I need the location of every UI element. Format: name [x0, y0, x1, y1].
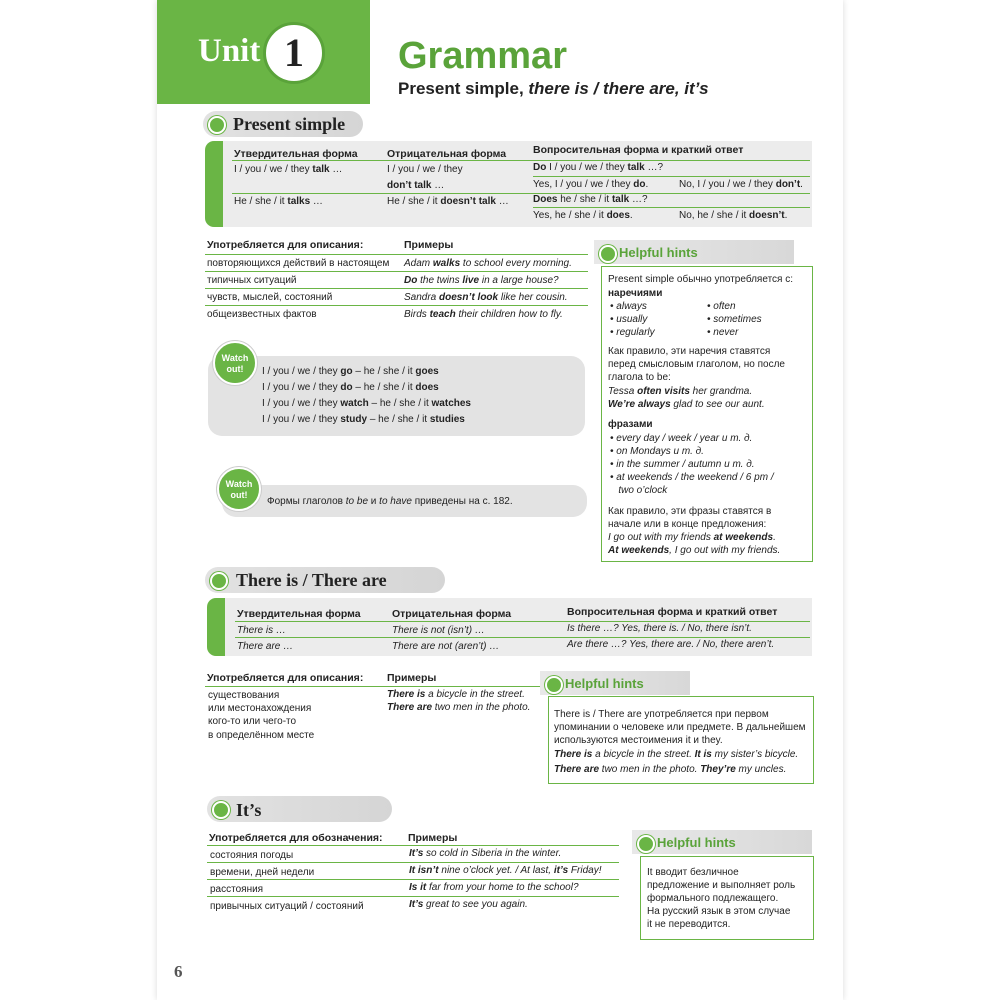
divider [207, 845, 619, 846]
usage-header: Употребляется для описания: [207, 672, 364, 684]
watch-line: I / you / we / they watch – he / she / it watches [262, 398, 471, 409]
divider [205, 686, 540, 687]
page-title: Grammar [398, 35, 567, 77]
page-number: 6 [174, 962, 183, 981]
unit-number: 1 [263, 22, 325, 84]
usage-cell: чувств, мыслей, состояний [207, 292, 333, 303]
hint-example: At weekends, I go out with my friends. [608, 545, 781, 556]
watch-out-icon: Watch out! [213, 341, 257, 385]
divider [232, 160, 810, 161]
hint-text: упоминании о человеке или предмете. В дальнейшем [554, 722, 806, 733]
bullet-icon [545, 676, 563, 694]
hint-text: It вводит безличное [647, 867, 739, 878]
example-cell: Adam walks to school every morning. [404, 258, 572, 269]
cell: He / she / it doesn’t talk … [387, 196, 509, 207]
cell: Yes, I / you / we / they do. [533, 179, 649, 190]
usage-cell: существования [208, 690, 280, 701]
hint-label: наречиями [608, 288, 663, 299]
col-negative: Отрицательная форма [387, 148, 507, 160]
cell: There are not (aren’t) … [392, 641, 500, 652]
hint-label: фразами [608, 419, 653, 430]
hint-text: • usually [610, 314, 648, 325]
divider [533, 207, 810, 208]
hint-text: • every day / week / year и т. д. [610, 433, 753, 444]
unit-label: Unit [198, 33, 261, 69]
cell: Do I / you / we / they talk …? [533, 162, 664, 173]
divider [235, 637, 810, 638]
hint-text: Present simple обычно употребляется с: [608, 274, 794, 285]
col-affirmative: Утвердительная форма [237, 608, 361, 620]
hint-text: Как правило, эти наречия ставятся [608, 346, 771, 357]
divider [207, 879, 619, 880]
hints-title: Helpful hints [619, 245, 698, 260]
usage-cell: расстояния [210, 884, 264, 895]
hint-example: I go out with my friends at weekends. [608, 532, 776, 543]
hint-example: There are two men in the photo. They’re my uncles. [554, 764, 787, 775]
hints-title: Helpful hints [565, 676, 644, 691]
hint-text: • on Mondays и т. д. [610, 446, 704, 457]
usage-cell: кого-то или чего-то [208, 716, 297, 727]
usage-cell: или местонахождения [208, 703, 312, 714]
hint-text: • in the summer / autumn и т. д. [610, 459, 755, 470]
col-question: Вопросительная форма и краткий ответ [567, 606, 778, 618]
form-tab: Form [207, 598, 225, 656]
examples-header: Примеры [408, 832, 458, 844]
hint-text: • never [707, 327, 739, 338]
example-cell: It isn’t nine o’clock yet. / At last, it’s Friday! [409, 865, 602, 876]
section-header-its [207, 796, 392, 822]
page-subtitle: Present simple, there is / there are, it’s [398, 79, 709, 98]
divider [207, 862, 619, 863]
hint-text: • often [707, 301, 736, 312]
cell: No, he / she / it doesn’t. [679, 210, 788, 221]
watch-line: I / you / we / they study – he / she / it studies [262, 414, 465, 425]
example-cell: Do the twins live in a large house? [404, 275, 559, 286]
cell: No, I / you / we / they don’t. [679, 179, 803, 190]
col-affirmative: Утвердительная форма [234, 148, 358, 160]
hint-example: There is a bicycle in the street. It is my sister’s bicycle. [554, 749, 799, 760]
hint-text: глагола to be: [608, 372, 671, 383]
divider [205, 254, 588, 255]
hint-text: формального подлежащего. [647, 893, 779, 904]
hint-text: На русский язык в этом случае [647, 906, 791, 917]
cell: There are … [237, 641, 294, 652]
hint-text: используются местоимения it и they. [554, 735, 723, 746]
cell: I / you / we / they [387, 164, 463, 175]
hint-text: • sometimes [707, 314, 762, 325]
watch-line: I / you / we / they do – he / she / it does [262, 382, 439, 393]
cell: Yes, he / she / it does. [533, 210, 633, 221]
hint-text: There is / There are употребляется при первом [554, 709, 769, 720]
example-cell: There are two men in the photo. [387, 702, 531, 713]
divider [232, 193, 810, 194]
divider [533, 176, 810, 177]
hint-text: two o’clock [610, 485, 668, 496]
section-title: It’s [236, 800, 262, 820]
usage-cell: повторяющихся действий в настоящем [207, 258, 390, 269]
cell: Is there …? Yes, there is. / No, there isn’t. [567, 623, 752, 634]
section-title: Present simple [233, 114, 346, 134]
example-cell: It’s so cold in Siberia in the winter. [409, 848, 562, 859]
divider [207, 896, 619, 897]
col-negative: Отрицательная форма [392, 608, 512, 620]
cell: don’t talk … [387, 180, 445, 191]
hints-title: Helpful hints [657, 835, 736, 850]
cell: Are there …? Yes, there are. / No, there aren’t. [567, 639, 775, 650]
hint-text: it не переводится. [647, 919, 731, 930]
hint-text: Как правило, эти фразы ставятся в [608, 506, 772, 517]
section-title: There is / There are [236, 570, 387, 590]
example-cell: It’s great to see you again. [409, 899, 528, 910]
cell: There is … [237, 625, 286, 636]
hint-text: перед смысловым глаголом, но после [608, 359, 785, 370]
cell: There is not (isn’t) … [392, 625, 485, 636]
usage-cell: времени, дней недели [210, 867, 315, 878]
bullet-icon [212, 801, 230, 819]
divider [205, 305, 588, 306]
bullet-icon [210, 572, 228, 590]
bullet-icon [599, 245, 617, 263]
watch-out-icon: Watch out! [217, 467, 261, 511]
watch-line: I / you / we / they go – he / she / it goes [262, 366, 439, 377]
divider [205, 288, 588, 289]
hint-text: • at weekends / the weekend / 6 pm / [610, 472, 774, 483]
hint-example: We’re always glad to see our aunt. [608, 399, 765, 410]
cell: Does he / she / it talk …? [533, 194, 648, 205]
usage-header: Употребляется для описания: [207, 239, 364, 251]
usage-cell: состояния погоды [210, 850, 294, 861]
examples-header: Примеры [387, 672, 437, 684]
cell: He / she / it talks … [234, 196, 323, 207]
example-cell: Is it far from your home to the school? [409, 882, 579, 893]
watch-line: Формы глаголов to be и to have приведены на с. 182. [267, 496, 513, 507]
examples-header: Примеры [404, 239, 454, 251]
col-question: Вопросительная форма и краткий ответ [533, 144, 744, 156]
example-cell: There is a bicycle in the street. [387, 689, 525, 700]
divider [205, 271, 588, 272]
usage-cell: привычных ситуаций / состояний [210, 901, 364, 912]
cell: I / you / we / they talk … [234, 164, 343, 175]
hint-text: предложение и выполняет роль [647, 880, 796, 891]
hint-example: Tessa often visits her grandma. [608, 386, 753, 397]
bullet-icon [637, 835, 655, 853]
usage-cell: общеизвестных фактов [207, 309, 317, 320]
example-cell: Birds teach their children how to fly. [404, 309, 563, 320]
hint-text: начале или в конце предложения: [608, 519, 767, 530]
usage-header: Употребляется для обозначения: [209, 832, 383, 844]
usage-cell: типичных ситуаций [207, 275, 297, 286]
usage-cell: в определённом месте [208, 730, 315, 741]
example-cell: Sandra doesn’t look like her cousin. [404, 292, 568, 303]
hint-text: • regularly [610, 327, 655, 338]
form-tab: Form [205, 141, 223, 227]
divider [235, 621, 810, 622]
hint-text: • always [610, 301, 647, 312]
bullet-icon [208, 116, 226, 134]
